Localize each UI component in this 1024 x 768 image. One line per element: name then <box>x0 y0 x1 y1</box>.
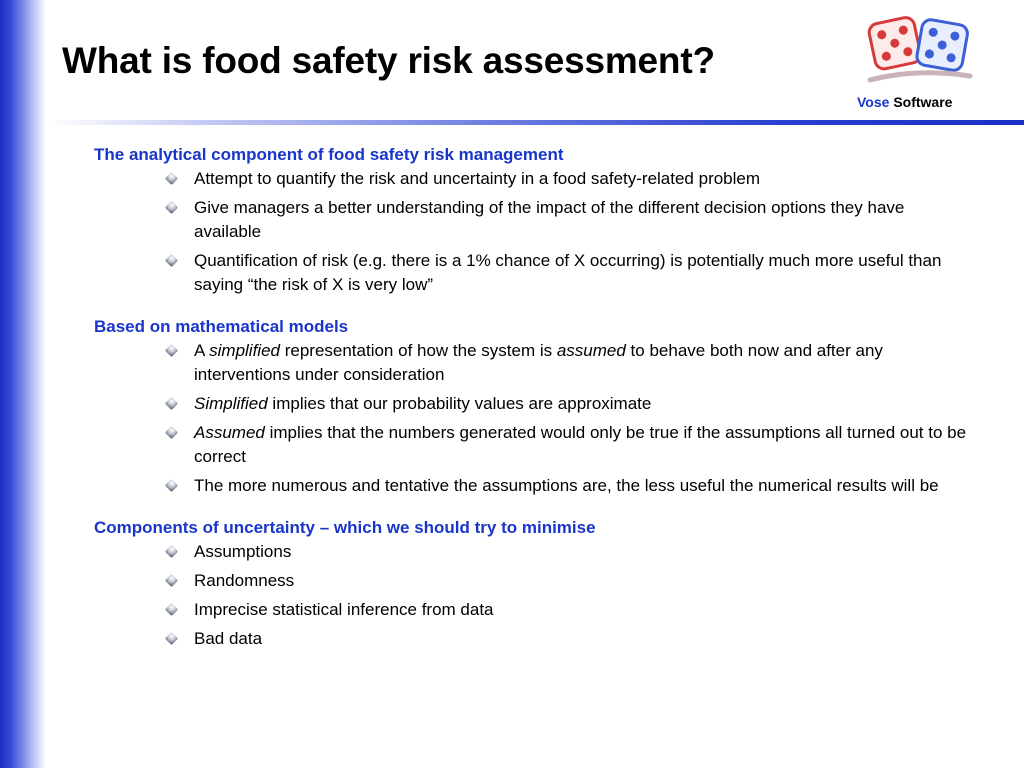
left-gradient-band <box>0 0 46 768</box>
bullet-point-icon <box>165 632 178 645</box>
bullet-point-icon <box>165 479 178 492</box>
bullet-list <box>94 540 974 651</box>
bullet-text: A <box>194 341 210 360</box>
bullet-text: Randomness <box>194 571 295 590</box>
section <box>94 315 974 498</box>
bullet-point-icon <box>165 201 178 214</box>
bullet-text: implies that the numbers generated would only be true if the assumptions all turned out to be correct <box>194 423 967 466</box>
bullet-item <box>194 167 974 191</box>
brand-label <box>857 94 952 110</box>
section <box>94 143 974 297</box>
bullet-text-emphasis: Simplified <box>194 394 268 413</box>
bullet-item <box>194 339 974 387</box>
brand-part1: Vose <box>857 94 890 110</box>
bullet-text: Imprecise statistical inference from data <box>194 600 494 619</box>
bullet-item <box>194 540 974 564</box>
bullet-list <box>94 167 974 297</box>
section <box>94 516 974 651</box>
bullet-item <box>194 392 974 416</box>
dice-logo-icon <box>862 10 977 90</box>
bullet-point-icon <box>165 574 178 587</box>
bullet-item <box>194 474 974 498</box>
brand-part2: Software <box>893 94 953 110</box>
bullet-point-icon <box>165 344 178 357</box>
bullet-text: Bad data <box>194 629 263 648</box>
bullet-item <box>194 421 974 469</box>
bullet-point-icon <box>165 254 178 267</box>
bullet-text: implies that our probability values are approximate <box>267 394 652 413</box>
bullet-text: Give managers a better understanding of the impact of the different decision options they have available <box>194 198 905 241</box>
section-heading: Based on mathematical models <box>94 317 349 336</box>
bullet-text: Assumptions <box>194 542 292 561</box>
bullet-text: to behave both now and after any interventions under consideration <box>194 341 883 384</box>
bullet-point-icon <box>165 172 178 185</box>
bullet-point-icon <box>165 426 178 439</box>
bullet-list <box>94 339 974 498</box>
bullet-item <box>194 627 974 651</box>
bullet-item <box>194 598 974 622</box>
bullet-text-emphasis: simplified <box>209 341 280 360</box>
header-rule <box>48 120 1024 125</box>
bullet-text: Quantification of risk (e.g. there is a 1% chance of X occurring) is potentially much more useful than saying “the risk of X is very low” <box>194 251 942 294</box>
bullet-text: representation of how the system is <box>279 341 557 360</box>
bullet-text: Attempt to quantify the risk and uncertainty in a food safety-related problem <box>194 169 761 188</box>
bullet-item <box>194 196 974 244</box>
slide-content <box>94 140 974 669</box>
bullet-text: The more numerous and tentative the assumptions are, the less useful the numerical results will be <box>194 476 939 495</box>
bullet-point-icon <box>165 545 178 558</box>
bullet-text-emphasis: assumed <box>556 341 626 360</box>
sections-container <box>94 143 974 651</box>
bullet-point-icon <box>165 397 178 410</box>
slide-title: What is food safety risk assessment? <box>62 40 715 81</box>
bullet-item <box>194 569 974 593</box>
bullet-point-icon <box>165 603 178 616</box>
bullet-text-emphasis: Assumed <box>194 423 265 442</box>
section-heading: The analytical component of food safety risk management <box>94 145 564 164</box>
section-heading: Components of uncertainty – which we should try to minimise <box>94 518 596 537</box>
bullet-item <box>194 249 974 297</box>
